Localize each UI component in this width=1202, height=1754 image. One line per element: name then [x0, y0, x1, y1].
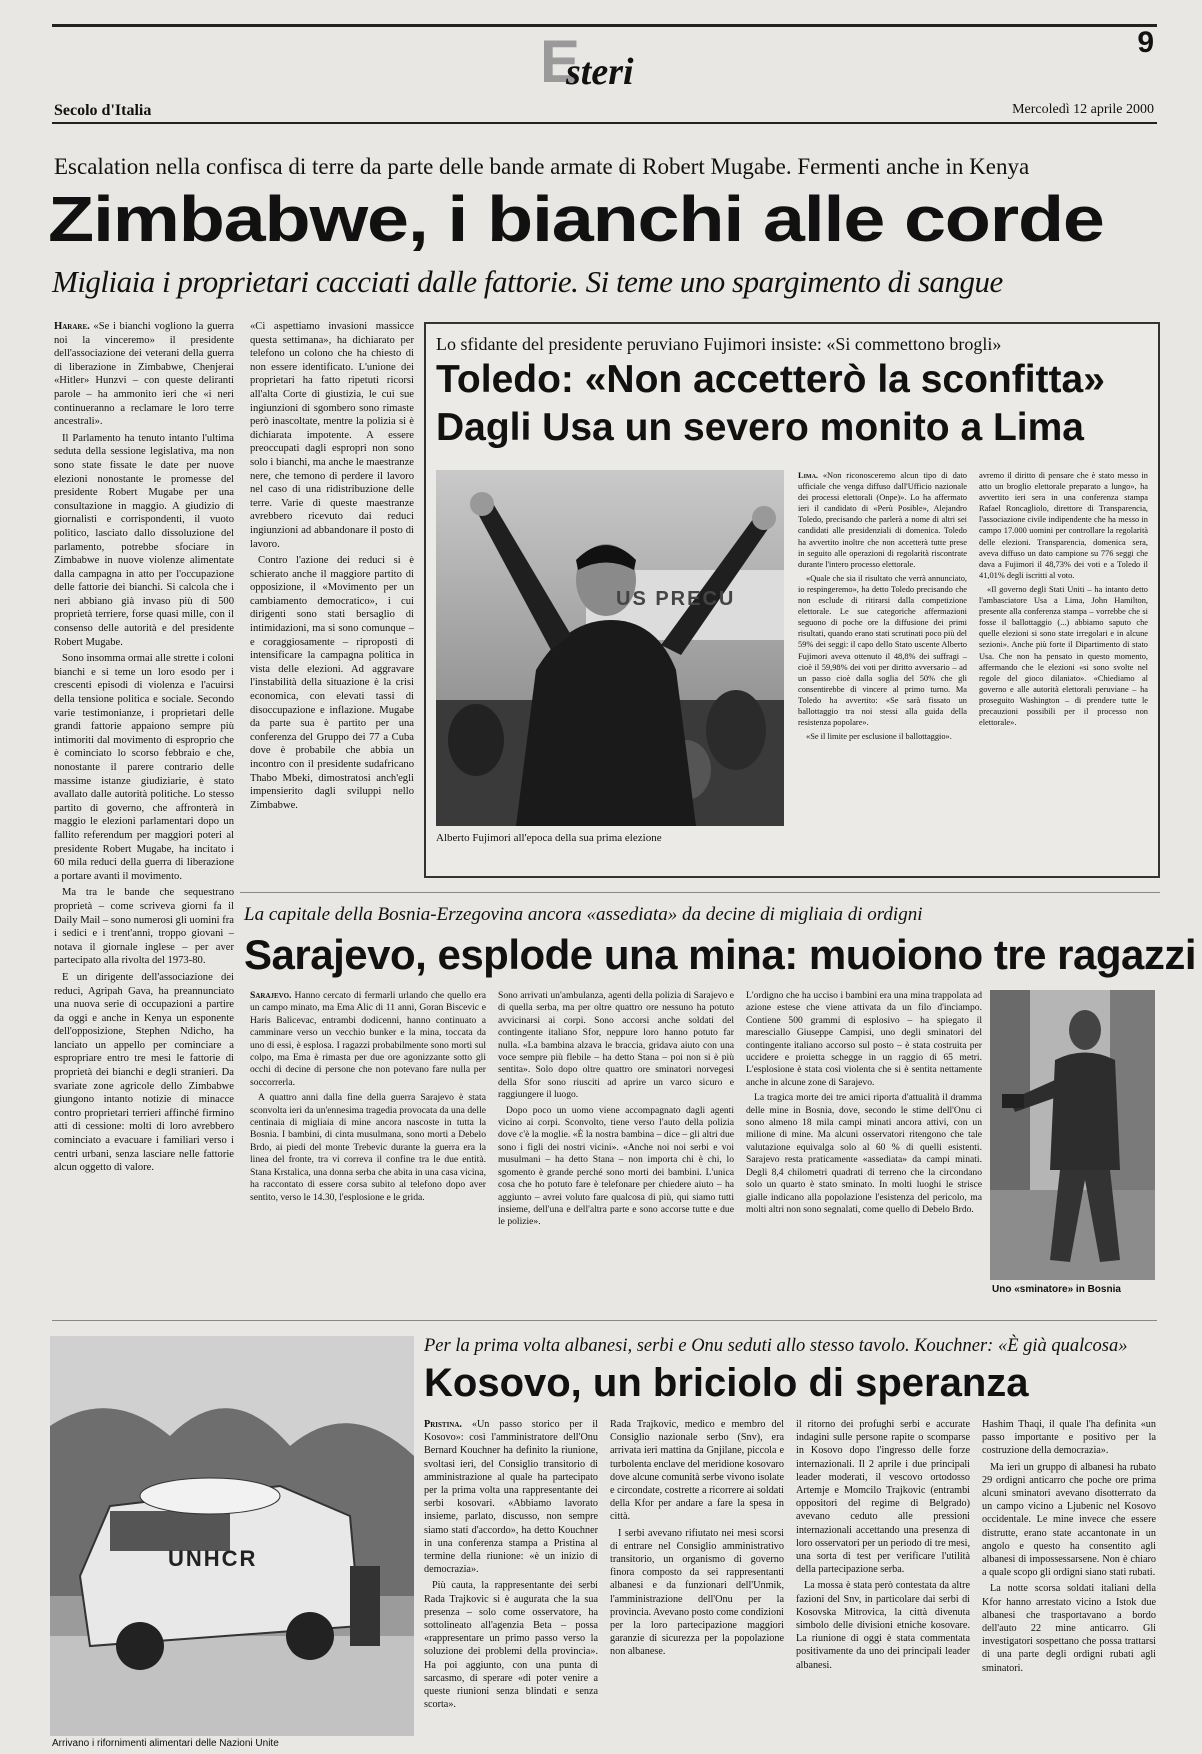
section-initial: E	[540, 28, 581, 95]
peru-para: «Il governo degli Stati Uniti – ha intanto detto l'ambasciatore Usa a Lima, John Hamilton, presente alla conferenza stampa – vorrebbe che si fosse il ballottaggio (...) abbiamo saputo che quelle elezioni si sono state irregolari e in alcune sezioni». Anche più forte il Dipartimento di stato Usa. Che non ha pensato in questo momento, affermando che le elezioni «si sono svolte nel regole del gioco dilaniato». «Chiediamo al governo e alle autorità elettorali peruviane – ha proseguito Washington – di prendere tutte le precauzioni possibili per il processo non elettorale».	[979, 584, 1148, 728]
unhcr-caption: Arrivano i rifornimenti alimentari delle Nazioni Unite	[52, 1738, 279, 1749]
fujimori-caption: Alberto Fujimori all'epoca della sua prima elezione	[436, 832, 662, 844]
peru-body	[798, 470, 1148, 868]
kosovo-dateline: Pristina.	[424, 1419, 462, 1430]
sarajevo-col-1	[250, 990, 486, 1300]
top-rule	[52, 24, 1157, 27]
kosovo-para: I serbi avevano rifiutato nei mesi scorsi di entrare nel Consiglio amministrativo transitorio, un organismo di governo finora composto da sei rappresentanti albanesi e da funzionari dell'Unmik, l'amministrazione dell'Onu per la provincia. Avevano posto come condizioni per la loro partecipazione maggiori garanzie di sicurezza per la popolazione non albanese.	[610, 1527, 784, 1658]
sarajevo-para: Sono arrivati un'ambulanza, agenti della polizia di Sarajevo e di quella serba, ma per oltre quattro ore nessuno ha potuto avvicinarsi ai corpi. Sono accorsi anche soldati del contingente italiano Sfor, neppure loro hanno potuto far nulla. «La bambina alzava le braccia, gridava aiuto con una voce sempre più flebile – ha detto Stana – poi non si è più sentita». Solo dopo oltre quattro ore sminatori norvegesi della Sfor sono riusciti ad aprire un varco sicuro e raggiungere il luogo.	[498, 990, 734, 1101]
peru-headline-2: Dagli Usa un severo monito a Lima	[436, 406, 1084, 449]
zimbabwe-para	[54, 320, 234, 429]
unhcr-photo	[50, 1336, 414, 1736]
sarajevo-top-rule	[240, 892, 1160, 893]
page-number: 9	[1137, 26, 1154, 59]
sarajevo-kicker: La capitale della Bosnia-Erzegovina ancora «assediata» da decine di migliaia di ordigni	[244, 904, 923, 925]
peru-para	[798, 470, 967, 570]
zimbabwe-para: Sono insomma ormai alle strette i coloni bianchi e si teme un loro esodo per i crescenti episodi di violenza e l'acuirsi della tensione politica e sociale. Secondo varie testimonianze, i proprietari delle grandi fattorie appaiono sempre più intimoriti dal movimento di esproprio che è cominciato lo scorso febbraio e che, nonostante il parere contrario delle massime istanze giudiziarie, è stato avallato dalle autorità politiche. Lo stesso partito di governo, che affronterà in maggio le elezioni parlamentari dopo un fallito referendum per maggiori poteri al presidente Robert Mugabe, ha incitato i 60 mila reduci della guerra di liberazione a portare avanti il movimento.	[54, 653, 234, 882]
issue-date: Mercoledì 12 aprile 2000	[1012, 102, 1154, 117]
kosovo-para	[424, 1418, 598, 1576]
zimbabwe-col-2	[250, 320, 414, 865]
deminer-photo	[990, 990, 1155, 1280]
peru-para: avremo il diritto di pensare che è stato messo in atto un broglio elettorale preparato a lungo», ha avvertito ieri sera in una conferenza stampa Rafael Roncagliolo, direttore di Transparencia, l'associazione civile indipendente che ha messo in campo 17.000 uomini per controllare la regolarità delle elezioni. Transparencia, domenica sera, aveva diffuso un dato campione su 776 seggi che dava a Fujimori il 48,73% dei voti e a Toledo il 41,01% degli iscritti al voto.	[979, 471, 1148, 580]
paper-name: Secolo d'Italia	[54, 102, 152, 119]
section-title: steri	[566, 51, 634, 93]
kosovo-col-2	[610, 1418, 784, 1746]
fujimori-photo-art	[436, 470, 784, 826]
kosovo-para: Rada Trajkovic, medico e membro del Consiglio nazionale serbo (Snv), era arrivata ieri mattina da Gnjilane, piccola e turbolenta enclave del meridione kosovaro dove alcune comunità serbe vivono isolate e circondate, costrette a ricorrere ai soldati della Kfor per andare a fare la spesa in città.	[610, 1419, 784, 1523]
unhcr-label: UNHCR	[168, 1546, 258, 1571]
peru-col-1	[798, 470, 967, 868]
deminer-photo-art	[990, 990, 1155, 1280]
zimbabwe-para: «Ci aspettiamo invasioni massicce questa settimana», ha dichiarato per telefono un colono che ha chiesto di non essere identificato. L'unione dei proprietari ha fatto ripetuti ricorsi all'alta Corte di giustizia, le cui sue ingiunzioni di sgombero sono rimaste però inascoltate, mentre la polizia si è dichiarata impotente. A essere preoccupati dagli espropri non sono solo i bianchi, ma anche le maestranze nere, che temono di perdere il lavoro nel caso di una ridistribuzione delle terre. Varie di queste maestranze avrebbero ricevuto dai reduci ingiunzioni ad abbandonare il posto di lavoro.	[250, 321, 414, 550]
sarajevo-headline: Sarajevo, esplode una mina: muoiono tre ragazzi	[244, 931, 1197, 978]
peru-para: «Se il limite per esclusione il ballottaggio».	[806, 732, 952, 742]
kosovo-body	[424, 1418, 1156, 1746]
zimbabwe-col-1	[54, 320, 234, 1365]
paragraph-text: «Un passo storico per il Kosovo»: così l'amministratore dell'Onu Bernard Kouchner ha definito la riunione, svoltasi ieri, del Consiglio transitorio di amministrazione al quale ha partecipato per la prima volta una rappresentante dei serbi kosovari. «Abbiamo lavorato insieme, parlato, discusso, non sempre siamo stati d'accordo», ha detto Kouchner in una conferenza stampa a Pristina al termine della riunione: «è un inizio di democrazia».	[424, 1419, 598, 1576]
zimbabwe-para: Il Parlamento ha tenuto intanto l'ultima seduta della sessione legislativa, ma non sono state fissate le date per nuove elezioni nonostante le promesse del presidente Robert Mugabe per una consultazione in maggio. A giudizio di giornalisti e corrispondenti, il vuoto politico, lasciato dallo dissoluzione del parlamento, potrebbe sfociare in Zimbabwe in nuove violenze alimentate dalla campagna in atto per l'occupazione delle fattorie dei bianchi. Si calcola che i neri abbiano già invaso più di 500 proprietà terriere, forse quasi mille, con il consenso delle autorità e del presidente Robert Mugabe.	[54, 432, 234, 648]
kosovo-para: Più cauta, la rappresentante dei serbi Rada Trajkovic si è augurata che la sua presenza – solo come osservatore, ha sottolineato all'agenzia Beta – possa «rappresentare un primo passo verso la soluzione dei problemi della provincia». Ha poi aggiunto, con una punta di sarcasmo, di sperare «di poter venire a queste riunioni senza blindati e senza scorta».	[424, 1580, 598, 1711]
zimbabwe-kicker: Escalation nella confisca di terre da parte delle bande armate di Robert Mugabe. Fermenti anche in Kenya	[54, 154, 1030, 179]
zimbabwe-para: Contro l'azione dei reduci si è schierato anche il maggiore partito di opposizione, il «Movimento per un cambiamento democratico», i cui dirigenti sono stati bersaglio di intimidazioni, ma si sono comunque – e coraggiosamente – riproposti di intensificare la campagna politica in vista delle elezioni. Ad aggravare l'instabilità della situazione è la crisi economica, con elevati tassi di disoccupazione e inflazione. Mugabe da parte sua è partito per una conferenza del Gruppo dei 77 a Cuba dove è probabile che abbia un incontro con il presidente sudafricano Thabo Mbeki, dimostratosi anch'egli impensierito dagli sviluppi nello Zimbabwe.	[250, 555, 414, 811]
kosovo-para: La notte scorsa soldati italiani della Kfor hanno arrestato vicino a Istok due albanesi che trasportavano a bordo dell'auto 22 mine anticarro. Gli investigatori sospettano che possa trattarsi di una parte degli ordigni rubati agli sminatori.	[982, 1583, 1156, 1674]
sarajevo-col-3	[746, 990, 982, 1300]
peru-headline-1: Toledo: «Non accetterò la sconfitta»	[436, 358, 1105, 401]
deminer-caption: Uno «sminatore» in Bosnia	[992, 1284, 1121, 1295]
kosovo-kicker: Per la prima volta albanesi, serbi e Onu seduti allo stesso tavolo. Kouchner: «È già qualcosa»	[424, 1336, 1128, 1356]
kosovo-top-rule	[52, 1320, 1157, 1321]
zimbabwe-body-col2	[250, 320, 414, 865]
peru-col-2	[979, 470, 1148, 868]
section-logo	[540, 28, 690, 95]
kosovo-para: il ritorno dei profughi serbi e accurate indagini sulle persone rapite o scomparse in Kosovo dopo l'ingresso delle forze internazionali. Il 2 aprile i due principali leader moderati, il vescovo ortodosso Artemje e Momcilo Trajkovic (entrambi oppositori del regime di Belgrado) avevano ceduto alle pressioni internazionali accettando una presenza di loro osservatori per un periodo di tre mesi, una sorta di test per verificare l'utilità della partecipazione serba.	[796, 1419, 970, 1576]
sarajevo-para: A quattro anni dalla fine della guerra Sarajevo è stata sconvolta ieri da un'ennesima tragedia provocata da una delle centinaia di migliaia di mine ancora nascoste in tutta la Bosnia. I bambini, di cinta musulmana, sono morti a Debelo Brdo, ai piedi del monte Trebevic durante la guerra era la linea del fronte, tra vi correva il confine tra le due entità. Stana Krstalica, una donna serba che abita in una casa vicina, ha raccontato di essere corsa subito al telefono dopo aver sentito, verso le 14.30, l'esplosione e le grida.	[250, 1092, 486, 1203]
sarajevo-dateline: Sarajevo.	[250, 990, 292, 1001]
kosovo-col-4	[982, 1418, 1156, 1746]
sarajevo-para: L'ordigno che ha ucciso i bambini era una mina trappolata ad azione estese che viene attivata da un filo d'inciampo. Contiene 500 grammi di esplosivo – ha spiegato il maresciallo Giuseppe Campisi, uno degli sminatori del contingente italiano accorso sul posto – è stata costruita per uccidere e proietta schegge in un raggio di 65 metri. L'esplosione è stata così violenta che si è sentita nettamente anche in alcune zone di Sarajevo.	[746, 990, 982, 1088]
paragraph-text: «Non riconosceremo alcun tipo di dato ufficiale che venga diffuso dall'Ufficio nazionale dei processi elettorali (Onpe)». Lo ha affermato ieri il candidato di «Perù Posible», Alejandro Toledo, precisando che parlerà a nome di altri sei candidati alle presidenziali di domenica. Toledo ha avvertito inoltre che non accetterà tutte prese in seguito alle operazioni di regolarità riscontrate durante l'intero processo elettorale.	[798, 471, 967, 569]
peru-dateline: Lima.	[798, 471, 819, 480]
kosovo-para: Hashim Thaqi, il quale l'ha definita «un passo importante e positivo per la costruzione della democrazia».	[982, 1419, 1156, 1457]
sarajevo-para	[250, 990, 486, 1089]
zimbabwe-para: E un dirigente dell'associazione dei reduci, Agripah Gava, ha preannunciato una nuova serie di occupazioni a partire da oggi e anche in Kenya un esponente dell'opposizione, Stephen Ndicho, ha lanciato un appello per cominciare a espropriare entro tre mesi le fattorie di proprietà dei bianchi e degli stranieri. Da svariate zone agricole dello Zimbabwe giungono intanto notizie di minacce contro proprietari terrieri affinché firmino atti di cessione: molti di loro avrebbero cominciato a evacuare i familiari verso i centri urbani, senza lasciare nelle fattorie alcun oggetto di valore.	[54, 971, 234, 1174]
kosovo-para: Ma ieri un gruppo di albanesi ha rubato 29 ordigni anticarro che poche ore prima alcuni sminatori avevano disotterrato da un campo vicino a Ljubenic nel Kosovo occidentale. Le mine invece che essere distrutte, erano state accantonate in un angolo e questo ha consentito agli albanesi di impossessarsene. Non è chiaro a quale scopo gli ordigni siano stati rubati.	[982, 1461, 1156, 1579]
zimbabwe-headline: Zimbabwe, i bianchi alle corde	[48, 183, 1104, 255]
paragraph-text: Hanno cercato di fermarli urlando che quello era un campo minato, ma Ema Alic di 11 anni, Goran Biscevic e Haris Balicevac, entrambi dodicenni, hanno continuato a camminare verso un vecchio bunker e la mina, toccata da uno di essi, è esplosa. I ragazzi probabilmente sono morti sul colpo, ma Ema è rimasta per due ore agonizzante sotto gli occhi di decine di persone che non potevano fare nulla per soccorrerla.	[250, 990, 486, 1088]
kosovo-col-1	[424, 1418, 598, 1746]
paragraph-text: «Se i bianchi vogliono la guerra noi la vinceremo» il presidente dell'associazione dei veterani della guerra di liberazione in Zimbabwe, Chenjerai «Hitler» Hunzvi – con queste deliranti parole – ha ammonito ieri che «i neri continueranno a reclamare le loro terre ancestrali».	[54, 321, 234, 428]
peru-kicker: Lo sfidante del presidente peruviano Fujimori insiste: «Si commettono brogli»	[436, 334, 1002, 354]
sarajevo-body	[250, 990, 982, 1300]
photo-banner-text: US PRECU	[616, 588, 736, 610]
kosovo-headline: Kosovo, un briciolo di speranza	[424, 1361, 1029, 1405]
peru-para: «Quale che sia il risultato che verrà annunciato, io respingeremo», ha detto Toledo precisando che non esclude di ritirarsi dalla competizione elettorale. Le sue categoriche affermazioni seguono di poche ore la diffusione dei primi risultati, quando erano stati scrutinati poco più del 59% dei seggi: il capo dello Stato uscente Alberto Fujimori aveva ottenuto il 48,8% dei suffragi – cioè il 59,98% dei voti per diritto avversario – ad un passo cioè dalla soglia del 50% che gli consentirebbe di vincere al primo turno. Ma Toledo ha avvertito: «Se sarà fissato un ballottaggio tra noi stessi alla guida della resistenza popolare».	[798, 573, 967, 728]
fujimori-photo	[436, 470, 784, 826]
zimbabwe-subhead: Migliaia i proprietari cacciati dalle fattorie. Si teme uno spargimento di sangue	[52, 264, 1003, 299]
unhcr-photo-art	[50, 1336, 414, 1736]
sarajevo-col-2	[498, 990, 734, 1300]
zimbabwe-dateline: Harare.	[54, 321, 90, 332]
header-rule	[52, 122, 1157, 124]
zimbabwe-para: Ma tra le bande che sequestrano proprietà – come scriveva giorni fa il Daily Mail – sono numerosi gli uomini fra i sedici e i trent'anni, troppo giovani – notava il giornale inglese – per aver partecipato alla rivolta del 1973-80.	[54, 887, 234, 967]
kosovo-para: La mossa è stata però contestata da altre fazioni del Snv, in particolare dai serbi di Kosovska Mitrovica, la città divenuta simbolo delle divisioni etniche kosovare. La riunione di oggi è stata commentata positivamente da uno dei principali leader albanesi.	[796, 1580, 970, 1671]
sarajevo-para: La tragica morte dei tre amici riporta d'attualità il dramma delle mine in Bosnia, dove, secondo le stime dell'Onu ci sono almeno 18 mila campi minati ancora attivi, con un milione di mine. Ma alcuni osservatori ritengono che tale valutazione equivalga solo al 60 % di quelli esistenti. Sarajevo resta praticamente «assediata» da campi minati. Degli 8,4 chilometri quadrati di terreno che la circondano solo un quarto è stato sminato. In molti luoghi le strisce gialle indicano alla popolazione l'esistenza del pericolo, ma molti altri non sono segnalati, come quello di Debelo Brdo.	[746, 1092, 982, 1215]
zimbabwe-body	[54, 320, 234, 1365]
kosovo-col-3	[796, 1418, 970, 1746]
sarajevo-para: Dopo poco un uomo viene accompagnato dagli agenti vicino ai corpi. Sconvolto, tiene verso l'auto della polizia dove c'è la moglie. «È la nostra bambina – dice – gli altri due sono i figli dei nostri vicini». «Anche noi noi serbi e voi musulmani – ha detto Stana – non importa chi è chi, lo sgomento è grande perché sono morti dei bambini. L'unica cosa che ho potuto fare è telefonare per chiedere aiuto – ha aggiunto – avrei voluto fare qualcosa di più, qui siamo tutti insieme, dell'una e dell'altra parte e sono accorse tutte e due le polizie».	[498, 1104, 734, 1228]
